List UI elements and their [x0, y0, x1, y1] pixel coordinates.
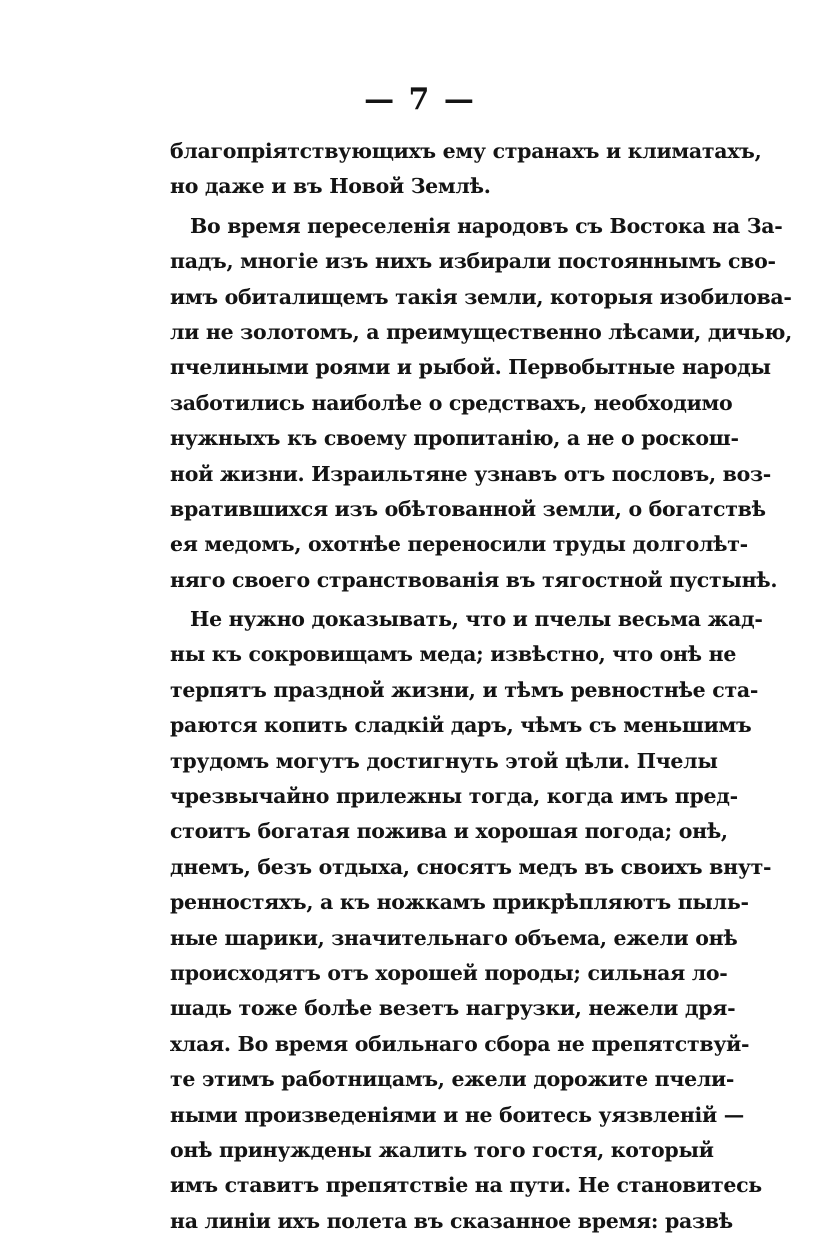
body-text: [170, 134, 792, 1239]
text-line: но даже и въ Новой Землѣ.: [170, 174, 491, 199]
text-line: на линіи ихъ полета въ сказанное время: развѣ: [170, 1208, 733, 1233]
page-number: — 7 —: [364, 82, 476, 117]
text-line: вратившихся изъ обѣтованной земли, о богатствѣ: [170, 496, 766, 521]
text-line: падъ, многіе изъ нихъ избирали постояннымъ сво-: [170, 249, 776, 274]
text-line: Не нужно доказывать, что и пчелы весьма жад-: [190, 607, 763, 632]
text-line: чрезвычайно прилежны тогда, когда имъ пред-: [170, 784, 738, 809]
text-line: раются копить сладкій даръ, чѣмъ съ меньшимъ: [170, 713, 752, 738]
text-line: ренностяхъ, а къ ножкамъ прикрѣпляютъ пыль-: [170, 890, 749, 915]
paragraph-2: [170, 209, 792, 598]
text-line: ной жизни. Израильтяне узнавъ отъ пословъ, воз-: [170, 461, 771, 486]
paragraph-3: [170, 602, 772, 1239]
text-line: имъ ставитъ препятствіе на пути. Не становитесь: [170, 1173, 762, 1198]
text-line: Во время переселенія народовъ съ Востока на За-: [190, 213, 783, 238]
text-line: заботились наиболѣе о средствахъ, необходимо: [170, 390, 733, 415]
text-line: благопріятствующихъ ему странахъ и климатахъ,: [170, 139, 762, 163]
text-line: днемъ, безъ отдыха, сносятъ медъ въ своихъ внут-: [170, 854, 772, 879]
text-line: няго своего странствованія въ тягостной пустынѣ.: [170, 567, 778, 592]
text-line: ны къ сокровищамъ меда; извѣстно, что онѣ не: [170, 642, 737, 667]
text-line: трудомъ могутъ достигнуть этой цѣли. Пчелы: [170, 748, 718, 773]
paragraph-1: [170, 134, 762, 205]
text-line: шадь тоже болѣе везетъ нагрузки, нежели дря-: [170, 996, 736, 1021]
text-line: терпятъ праздной жизни, и тѣмъ ревностнѣе ста-: [170, 677, 759, 702]
text-line: те этимъ работницамъ, ежели дорожите пчели-: [170, 1067, 735, 1092]
text-line: стоитъ богатая пожива и хорошая погода; онѣ,: [170, 819, 728, 844]
text-line: нужныхъ къ своему пропитанію, а не о роскош-: [170, 426, 739, 451]
text-line: пчелиными роями и рыбой. Первобытные народы: [170, 355, 771, 380]
text-line: онѣ принуждены жалить того гостя, который: [170, 1137, 714, 1162]
text-line: ные шарики, значительнаго объема, ежели онѣ: [170, 925, 738, 950]
text-line: ея медомъ, охотнѣе переносили труды долголѣт-: [170, 532, 748, 557]
text-line: хлая. Во время обильнаго сбора не препятствуй-: [170, 1031, 750, 1056]
text-line: происходятъ отъ хорошей породы; сильная ло-: [170, 960, 728, 985]
text-line: ными произведеніями и не боитесь уязвленій —: [170, 1102, 744, 1127]
text-line: имъ обиталищемъ такія земли, которыя изобилова-: [170, 284, 792, 309]
text-line: ли не золотомъ, а преимущественно лѣсами, дичью,: [170, 319, 792, 344]
